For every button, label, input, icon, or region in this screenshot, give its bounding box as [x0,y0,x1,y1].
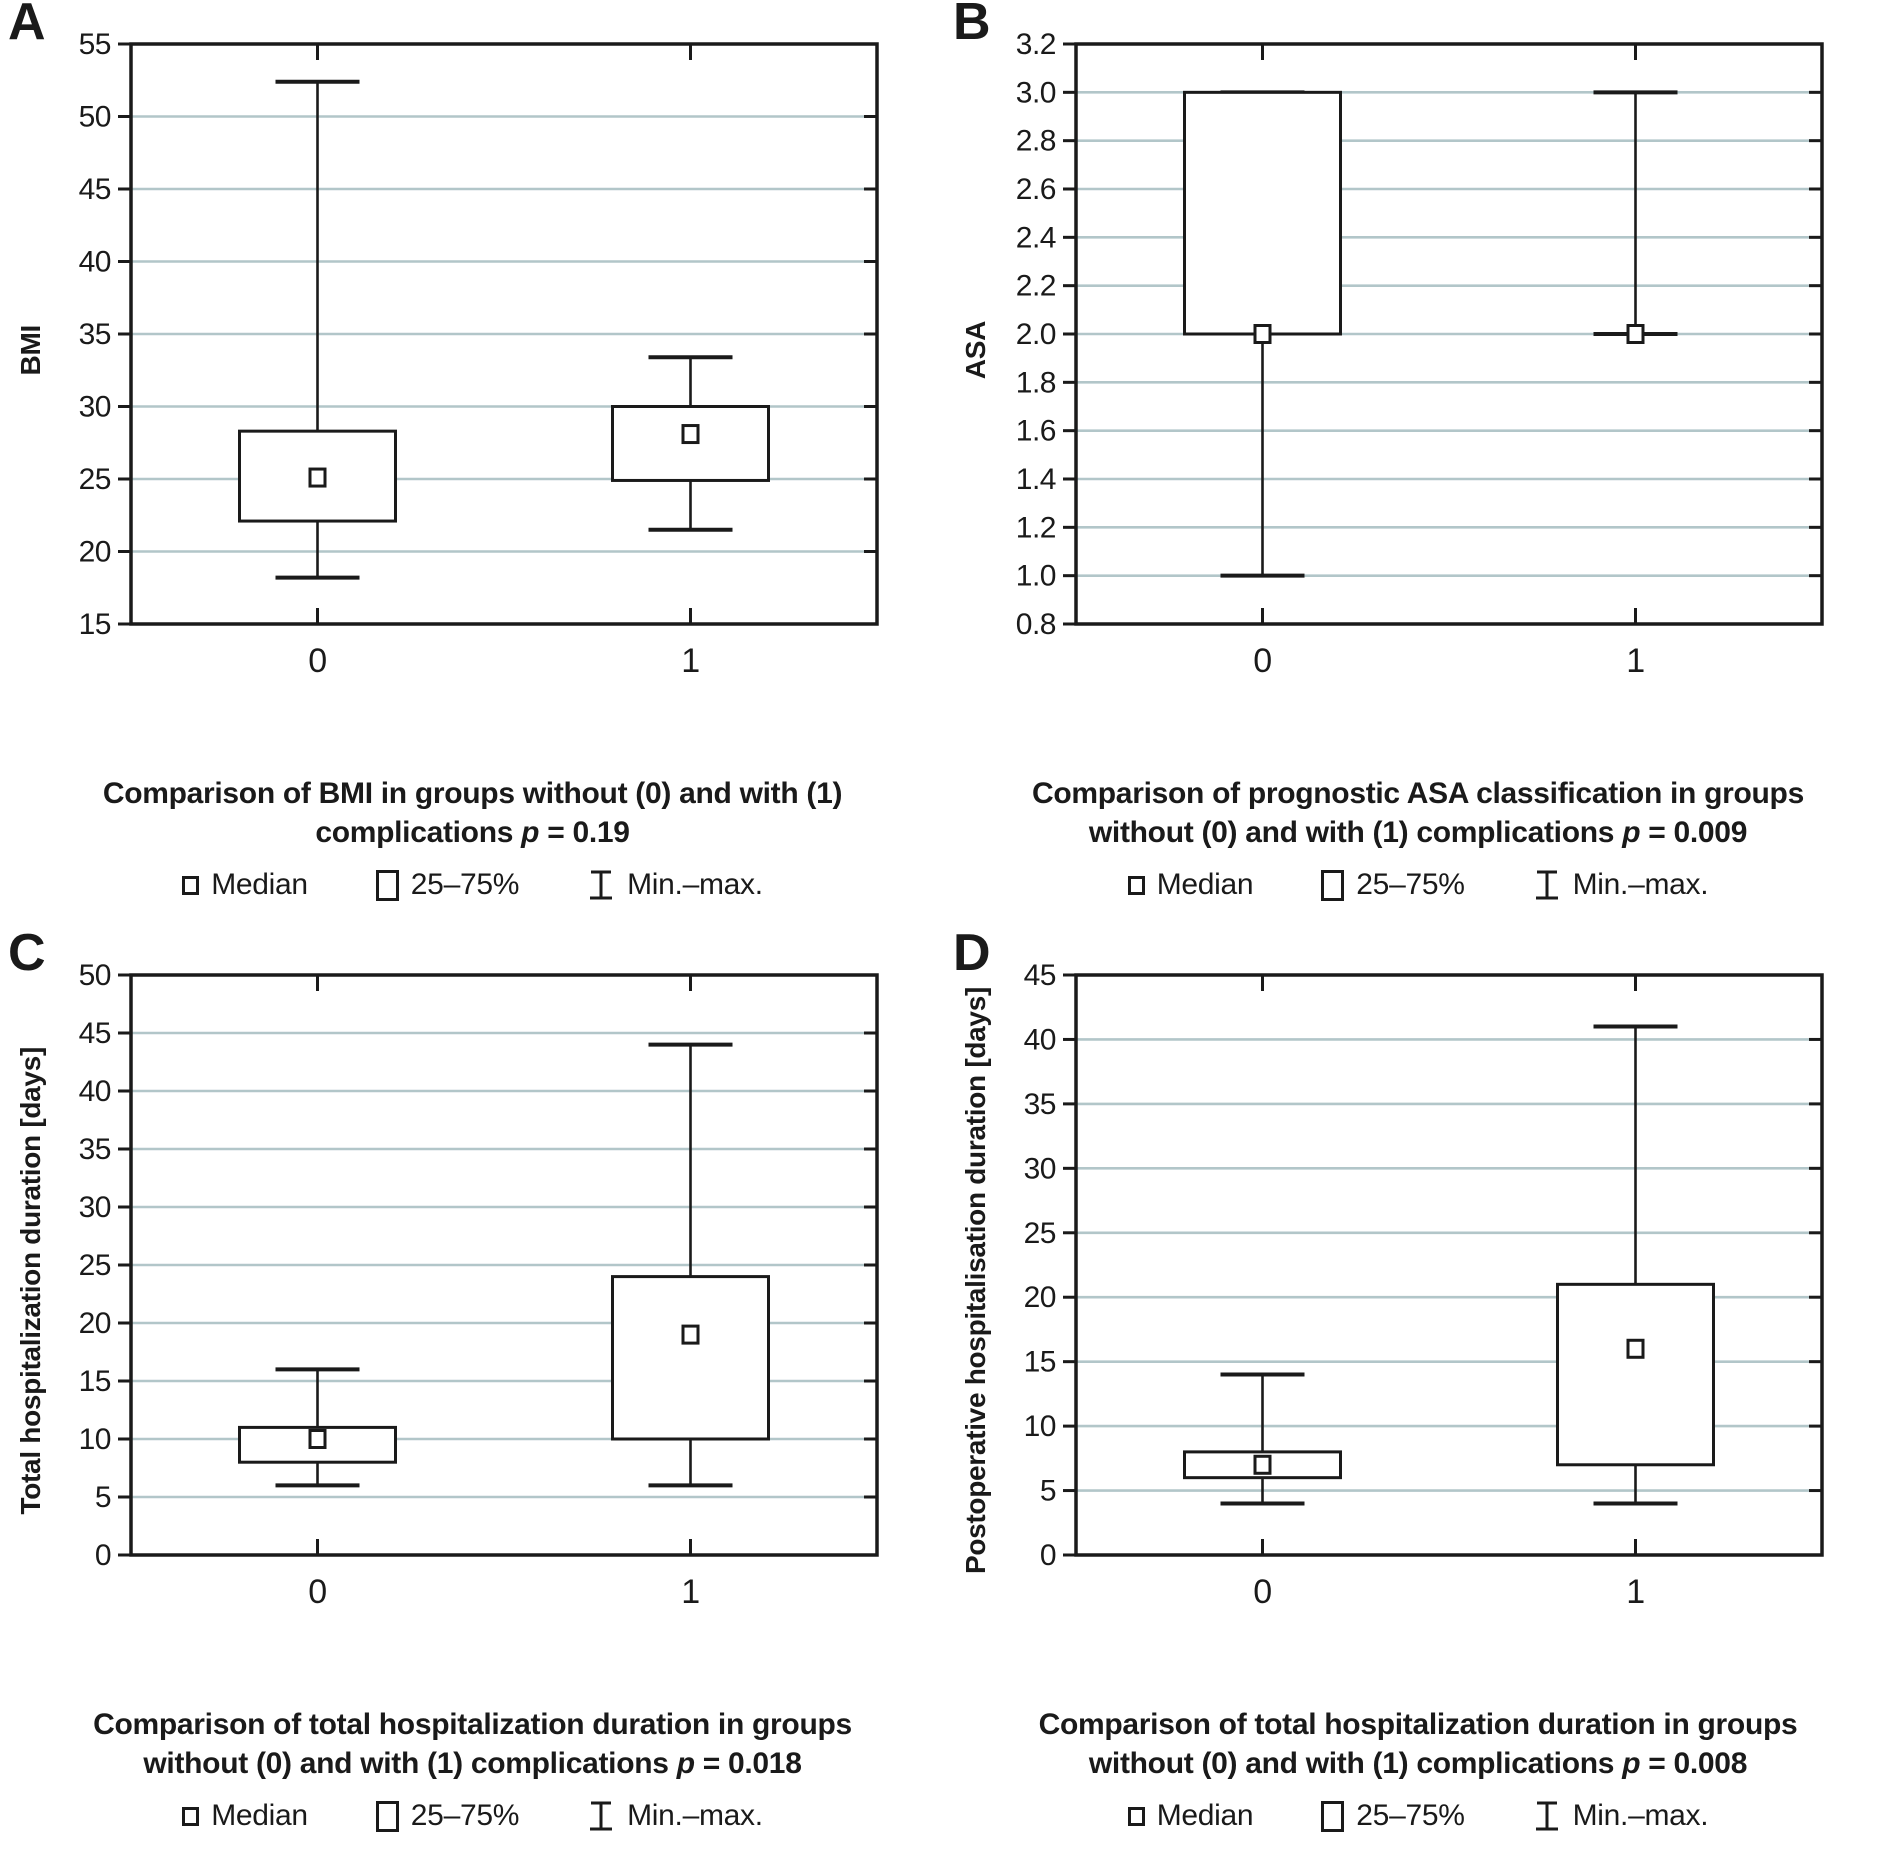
plot-area [6,30,945,690]
y-tick-label: 30 [78,1191,111,1224]
iqr-box-icon [376,870,399,901]
iqr-box-icon [1321,1801,1344,1832]
plot-area [951,961,1891,1621]
caption-line2 [0,813,945,852]
caption [945,774,1891,852]
panel-d [945,931,1891,1862]
x-category-label: 0 [308,642,327,680]
legend-item-median [1128,1799,1254,1833]
legend-item-median [182,868,308,902]
y-tick-label: 30 [1023,1152,1056,1186]
legend-item-iqr [376,1799,519,1833]
y-tick-label: 10 [1023,1410,1056,1444]
legend-median-label: Median [211,1799,308,1832]
caption-line2-text: complications [315,816,522,849]
y-tick-label: 25 [78,463,111,496]
panel-c [0,931,945,1862]
x-category-label: 1 [681,1573,700,1611]
y-axis-title [951,961,1001,1601]
y-tick-label: 20 [78,535,111,569]
panel-letter: A [8,0,45,51]
caption-line1: Comparison of total hospitalization duration in groups [93,1708,852,1741]
boxplot-canvas [56,961,891,1621]
legend-median-label: Median [211,868,308,901]
median-marker [1255,1456,1270,1473]
y-axis-title [6,961,56,1601]
median-marker [1255,326,1270,343]
p-value: = 0.009 [1640,816,1748,849]
y-tick-label: 1.4 [1015,463,1056,496]
y-tick-label: 40 [78,1075,111,1108]
panel-b [945,0,1891,931]
legend-item-iqr [1321,1799,1464,1833]
caption [0,1705,945,1783]
y-tick-label: 10 [78,1423,111,1456]
legend-item-minmax [1533,1799,1709,1833]
p-value: = 0.018 [694,1747,802,1780]
y-tick-label: 55 [78,30,111,61]
legend-item-iqr [376,868,519,902]
y-tick-label: 2.4 [1015,221,1056,255]
panel-letter: D [953,931,990,982]
median-marker [310,469,325,486]
boxplot-canvas [1001,961,1836,1621]
boxplot-canvas [56,30,891,690]
median-marker-icon [182,876,199,895]
median-marker-icon [1128,1807,1145,1826]
caption-line2-text: without (0) and with (1) complications [1088,816,1623,849]
plot-area [6,961,945,1621]
median-marker [1628,326,1643,343]
plot-area [951,30,1891,690]
y-tick-label: 0.8 [1015,608,1056,641]
y-tick-label: 40 [1023,1023,1056,1057]
iqr-box-icon [376,1801,399,1832]
legend-minmax-label: Min.–max. [627,868,763,901]
y-axis-title-text: BMI [15,324,46,376]
x-category-label: 0 [1253,642,1272,680]
y-tick-label: 0 [1039,1539,1056,1572]
legend-item-median [1128,868,1254,902]
legend-item-iqr [1321,868,1464,902]
caption-line2 [0,1744,945,1783]
y-axis-title-text: ASA [960,320,991,380]
p-symbol: p [1622,1747,1641,1780]
y-axis-title [951,30,1001,670]
iqr-box [613,1277,769,1439]
p-symbol: p [1622,816,1641,849]
y-tick-label: 0 [94,1539,111,1572]
caption-line1: Comparison of total hospitalization duration in groups [1038,1708,1798,1741]
legend [0,868,945,902]
caption [0,774,945,852]
legend-item-minmax [587,1799,763,1833]
caption-line2 [945,813,1891,852]
y-tick-label: 3.2 [1015,30,1056,61]
y-tick-label: 25 [78,1249,111,1282]
x-category-label: 1 [1626,642,1645,680]
y-axis-title-text: Total hospitalization duration [days] [15,1047,46,1515]
median-marker [310,1431,325,1448]
caption-line1: Comparison of prognostic ASA classification in groups [1032,777,1804,810]
y-tick-label: 1.0 [1015,559,1056,593]
p-value: = 0.008 [1640,1747,1748,1780]
legend-minmax-label: Min.–max. [627,1799,763,1832]
y-tick-label: 25 [1023,1216,1056,1250]
x-category-label: 1 [1626,1573,1645,1611]
caption-line2-text: without (0) and with (1) complications [143,1747,677,1780]
caption-line2-text: without (0) and with (1) complications [1088,1747,1623,1780]
y-tick-label: 1.8 [1015,366,1056,400]
boxplot-canvas [1001,30,1836,690]
minmax-whisker-icon [587,1800,615,1832]
iqr-box [1185,92,1341,334]
legend-median-label: Median [1156,1799,1254,1832]
y-tick-label: 45 [78,173,111,206]
caption-line2 [945,1744,1891,1783]
median-marker [683,1326,698,1343]
median-marker-icon [1128,876,1145,895]
panel-a [0,0,945,931]
y-tick-label: 35 [78,318,111,351]
y-axis-title-text: Postoperative hospitalisation duration [days] [960,987,991,1575]
y-axis-title [6,30,56,670]
y-tick-label: 35 [78,1133,111,1166]
y-tick-label: 50 [78,961,111,992]
median-marker [1628,1340,1643,1357]
y-tick-label: 50 [78,100,111,134]
y-tick-label: 1.2 [1015,511,1056,545]
legend-iqr-label: 25–75% [410,868,520,901]
y-tick-label: 2.8 [1015,124,1056,158]
minmax-whisker-icon [1533,869,1561,901]
legend-iqr-label: 25–75% [410,1799,520,1832]
y-tick-label: 20 [78,1307,111,1340]
iqr-box-icon [1321,870,1344,901]
panel-letter: C [8,931,45,982]
y-tick-label: 40 [78,245,111,279]
y-tick-label: 45 [1023,961,1056,992]
legend-iqr-label: 25–75% [1356,868,1465,901]
legend-minmax-label: Min.–max. [1572,1799,1709,1832]
y-tick-label: 15 [78,1365,111,1398]
caption-line1: Comparison of BMI in groups without (0) and with (1) [102,777,843,810]
legend [945,1799,1891,1833]
legend-median-label: Median [1156,868,1254,901]
legend-item-minmax [1533,868,1709,902]
y-tick-label: 5 [1039,1474,1056,1508]
y-tick-label: 20 [1023,1281,1056,1315]
x-category-label: 1 [681,642,700,680]
x-category-label: 0 [308,1573,327,1611]
y-tick-label: 2.2 [1015,269,1056,303]
iqr-box [1558,1284,1714,1464]
y-tick-label: 5 [94,1481,111,1514]
legend-item-median [182,1799,308,1833]
p-symbol: p [676,1747,695,1780]
legend [945,868,1891,902]
minmax-whisker-icon [1533,1800,1561,1832]
legend [0,1799,945,1833]
median-marker [683,426,698,443]
caption [945,1705,1891,1783]
y-tick-label: 15 [78,608,111,641]
y-tick-label: 3.0 [1015,76,1056,110]
x-category-label: 0 [1253,1573,1272,1611]
y-tick-label: 45 [78,1017,111,1050]
legend-iqr-label: 25–75% [1356,1799,1465,1832]
y-tick-label: 35 [1023,1087,1056,1121]
median-marker-icon [182,1807,199,1826]
legend-item-minmax [587,868,763,902]
minmax-whisker-icon [587,869,615,901]
panel-letter: B [953,0,990,51]
y-tick-label: 30 [78,390,111,424]
legend-minmax-label: Min.–max. [1572,868,1709,901]
y-tick-label: 1.6 [1015,414,1056,448]
y-tick-label: 2.0 [1015,318,1056,351]
p-value: = 0.19 [539,816,630,849]
p-symbol: p [521,816,540,849]
y-tick-label: 2.6 [1015,173,1056,206]
y-tick-label: 15 [1023,1345,1056,1379]
